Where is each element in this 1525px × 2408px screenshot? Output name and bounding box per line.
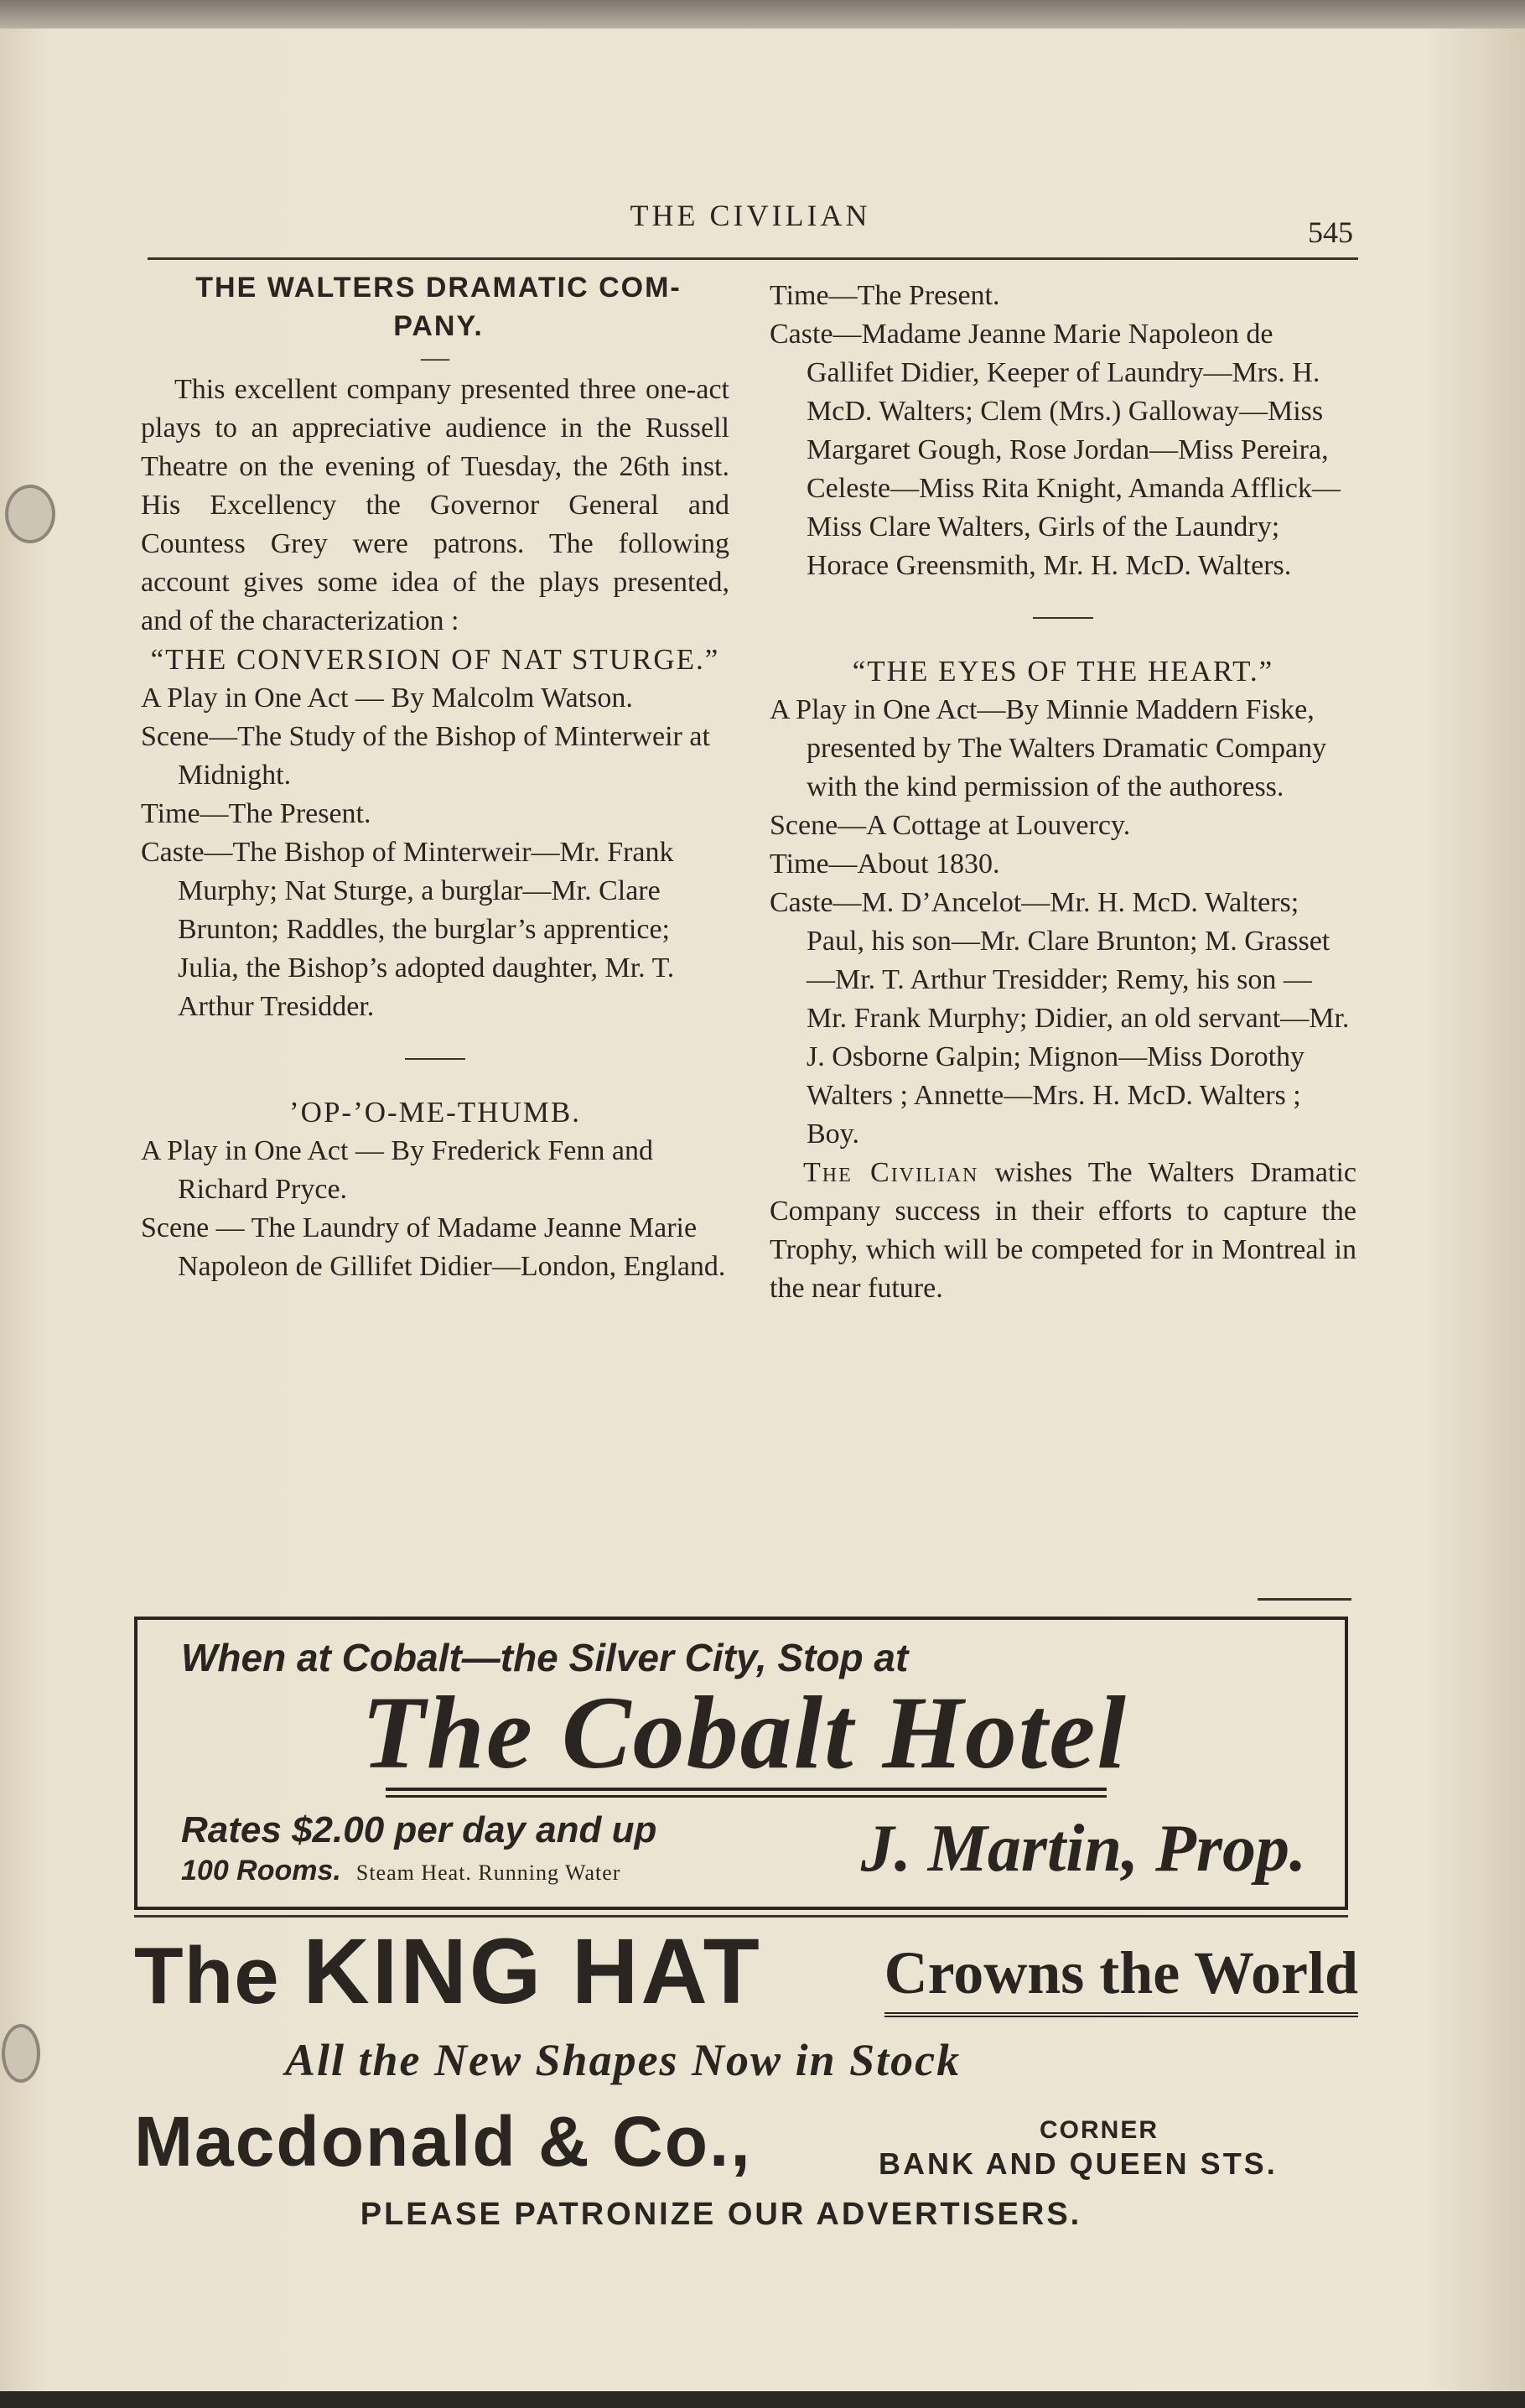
play-scene: Scene—The Study of the Bishop of Minterweir at Midnight. — [141, 721, 710, 791]
hotel-rates: Rates $2.00 per day and up — [181, 1809, 657, 1850]
scan-bottom-edge — [0, 2391, 1525, 2408]
king-hat-prefix: The — [134, 1931, 280, 2021]
scan-top-edge — [0, 0, 1525, 29]
king-hat-name: KING HAT — [303, 1920, 762, 2023]
company-name: Macdonald & Co., — [134, 2102, 752, 2181]
hotel-rooms: 100 Rooms. — [181, 1855, 341, 1886]
hotel-amenities: Steam Heat. Running Water — [355, 1860, 621, 1885]
binding-hole — [2, 2024, 40, 2083]
left-column — [141, 268, 729, 1286]
play-time: Time—About 1830. — [770, 849, 1000, 880]
play-scene: Scene — The Laundry of Madame Jeanne Marie Napoleon de Gillifet Didier—London, England. — [141, 1212, 726, 1282]
patronize-footer: PLEASE PATRONIZE OUR ADVERTISERS. — [360, 2197, 1082, 2232]
address-corner: CORNER — [1040, 2116, 1159, 2144]
hotel-rooms-line — [181, 1855, 620, 1887]
binding-hole — [5, 485, 55, 543]
publication-name: The Civilian — [803, 1157, 979, 1188]
king-hat-slogan: Crowns the World — [884, 1937, 1358, 2017]
hotel-name: The Cobalt Hotel — [361, 1675, 1128, 1790]
section-rule — [405, 1058, 465, 1060]
header-rule — [148, 257, 1358, 260]
play-caste: Caste—The Bishop of Minterweir—Mr. Frank Murphy; Nat Sturge, a burglar—Mr. Clare Brunton; Raddles, the burglar’s apprentice; Julia, the Bishop’s adopted daughter, Mr. T. Arthur Tresidder. — [141, 837, 675, 1022]
play-caste: Caste—Madame Jeanne Marie Napoleon de Gallifet Didier, Keeper of Laundry—Mrs. H. McD. Walters; Clem (Mrs.) Galloway—Miss Margaret Gough, Rose Jordan—Miss Pereira, Celeste—Miss Rita Knight, Amanda Afflick—Miss Clare Walters, Girls of the Laundry; Horace Greensmith, Mr. H. McD. Walters. — [770, 319, 1341, 581]
company-address: BANK AND QUEEN STS. — [879, 2146, 1278, 2181]
play-time: Time—The Present. — [770, 280, 1000, 311]
play-title: “THE CONVERSION OF NAT STURGE.” — [150, 643, 720, 676]
section-rule — [1033, 617, 1093, 619]
ad-divider — [1258, 1598, 1351, 1601]
page-number: 545 — [1308, 215, 1353, 249]
closing-paragraph — [770, 1154, 1356, 1308]
play-title: ’OP-’O-ME-THUMB. — [289, 1096, 581, 1129]
king-hat-ad — [134, 1920, 1358, 2023]
article-title-line1: THE WALTERS DRAMATIC COM- — [195, 272, 682, 304]
hotel-proprietor: J. Martin, Prop. — [860, 1812, 1306, 1886]
closing-text: wishes The Walters Dramatic Company success in their efforts to capture the Trophy, which will be competed for in Montreal in the near future. — [770, 1157, 1356, 1304]
play-title: “THE EYES OF THE HEART.” — [852, 655, 1274, 688]
cobalt-hotel-ad — [134, 1617, 1348, 1910]
title-separator: — — [421, 342, 449, 373]
play-author: A Play in One Act — By Malcolm Watson. — [141, 682, 633, 714]
article-intro: This excellent company presented three one-act plays to an appreciative audience in the Russell Theatre on the evening of Tuesday, the 26th inst. His Excellency the Governor General and Countess Grey were patrons. The following account gives some idea of the plays presented, and of the characterization : — [141, 374, 729, 636]
play-caste: Caste—M. D’Ancelot—Mr. H. McD. Walters; Paul, his son—Mr. Clare Brunton; M. Grasset—Mr. T. Arthur Tresidder; Remy, his son — Mr. Frank Murphy; Didier, an old servant—Mr. J. Osborne Galpin; Mignon—Miss Dorothy Walters ; Annette—Mrs. H. McD. Walters ; Boy. — [770, 887, 1350, 1150]
play-author: A Play in One Act—By Minnie Maddern Fiske, presented by The Walters Dramatic Company with the kind permission of the authoress. — [770, 694, 1327, 802]
king-hat-headline — [134, 1920, 762, 2023]
running-title: THE CIVILIAN — [630, 199, 871, 232]
ad-headline: When at Cobalt—the Silver City, Stop at — [181, 1636, 909, 1679]
right-column — [770, 277, 1356, 1308]
article-title-line2: PANY. — [393, 310, 484, 342]
double-rule — [386, 1788, 1107, 1798]
stock-line: All the New Shapes Now in Stock — [285, 2035, 962, 2085]
ad-divider — [134, 1915, 1348, 1918]
play-scene: Scene—A Cottage at Louvercy. — [770, 810, 1131, 841]
article-title — [141, 268, 729, 345]
play-time: Time—The Present. — [141, 798, 371, 829]
play-author: A Play in One Act — By Frederick Fenn and Richard Pryce. — [141, 1135, 653, 1205]
